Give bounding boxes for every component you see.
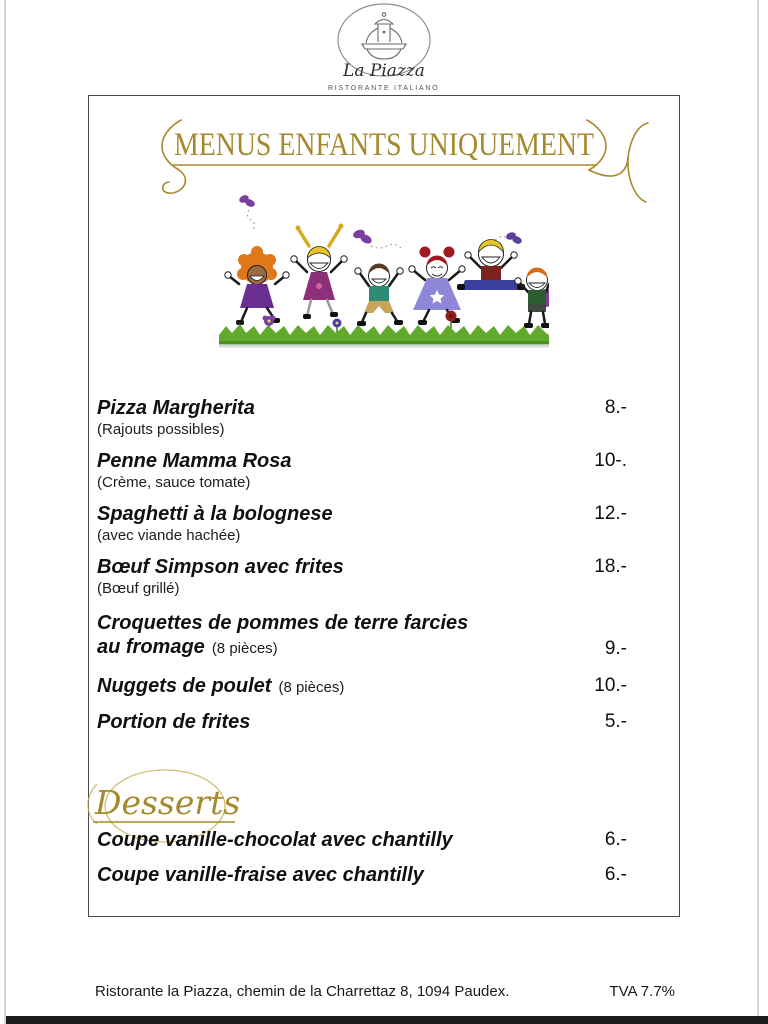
item-name-line2: au fromage (8 pièces)	[97, 636, 278, 658]
page-edge-left	[4, 0, 6, 1024]
item-price: 12.-	[594, 503, 627, 524]
menu-item-row	[97, 449, 627, 492]
item-name: Spaghetti à la bolognese	[97, 503, 333, 525]
item-note: (8 pièces)	[278, 679, 345, 696]
logo-name: La Piazza	[343, 61, 425, 81]
fountain-icon	[362, 13, 406, 59]
item-note: (8 pièces)	[211, 640, 278, 657]
dessert-item-row	[97, 828, 627, 852]
item-name: Portion de frites	[97, 711, 251, 733]
item-name-line1: Croquettes de pommes de terre farcies	[97, 612, 469, 634]
item-price: 10.-	[594, 675, 627, 696]
grass	[219, 324, 549, 348]
bottom-dark-bar	[6, 1016, 768, 1024]
page-edge-right	[757, 0, 759, 1024]
kid-1	[225, 246, 289, 325]
item-name: Bœuf Simpson avec frites	[97, 556, 344, 578]
kid-3	[355, 264, 403, 327]
kid-4	[409, 247, 465, 326]
kids-illustration	[219, 188, 549, 348]
item-name: Pizza Margherita	[97, 397, 255, 419]
menu-item-row	[97, 502, 627, 545]
menu-items-list	[97, 396, 627, 744]
menu-item-row	[97, 710, 627, 734]
item-name: Penne Mamma Rosa	[97, 450, 292, 472]
page-title: MENUS ENFANTS UNIQUEMENT	[174, 127, 594, 163]
title-flourish-right	[587, 120, 648, 202]
menu-item-row	[97, 555, 627, 598]
menu-item-row	[97, 396, 627, 439]
restaurant-logo	[304, 2, 464, 98]
item-name: Coupe vanille-chocolat avec chantilly	[97, 829, 453, 851]
restaurant-address: Ristorante la Piazza, chemin de la Charrettaz 8, 1094 Paudex.	[95, 983, 510, 1000]
item-name: Coupe vanille-fraise avec chantilly	[97, 864, 424, 886]
desserts-title: Desserts	[95, 783, 241, 822]
item-price: 6.-	[604, 829, 627, 850]
item-note: (Rajouts possibles)	[97, 421, 225, 438]
item-note: (avec viande hachée)	[97, 527, 241, 544]
item-name: Nuggets de poulet (8 pièces)	[97, 675, 345, 697]
logo-subtitle: RISTORANTE ITALIANO	[328, 85, 440, 92]
menu-item-row	[97, 674, 627, 700]
tva-rate: TVA 7.7%	[609, 983, 675, 1000]
dessert-item-row	[97, 863, 627, 887]
item-note: (Crème, sauce tomate)	[97, 474, 251, 491]
item-price: 9.-	[604, 638, 627, 659]
menu-border-box	[88, 95, 680, 917]
item-price: 10-.	[594, 450, 627, 471]
item-price: 18.-	[594, 556, 627, 577]
page-footer	[95, 983, 675, 1000]
kid-6	[515, 268, 549, 329]
item-price: 8.-	[604, 397, 627, 418]
kid-2	[291, 224, 347, 320]
menu-item-row	[97, 611, 627, 661]
item-price: 6.-	[604, 864, 627, 885]
item-note: (Bœuf grillé)	[97, 580, 180, 597]
item-price: 5.-	[604, 711, 627, 732]
